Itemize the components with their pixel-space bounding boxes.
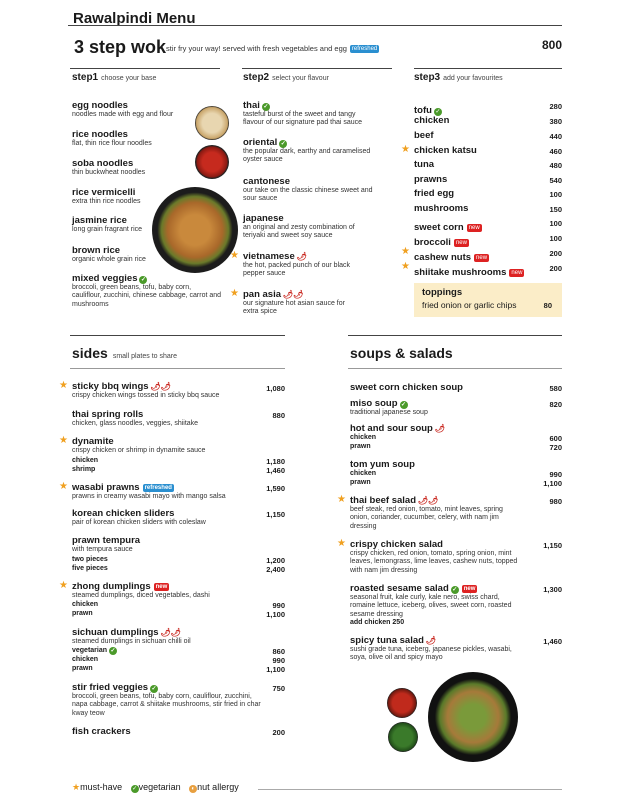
divider — [348, 368, 562, 369]
price: 200 — [272, 728, 285, 737]
must-have-star-icon: ★ — [337, 538, 346, 549]
price: 100 — [549, 190, 562, 199]
price: 880 — [272, 411, 285, 420]
soups-title: soups & salads — [350, 345, 453, 361]
new-badge: new — [463, 586, 476, 592]
must-have-star-icon: ★ — [230, 288, 239, 299]
legend-must-have: must-have — [80, 782, 123, 792]
legend — [72, 782, 239, 793]
price: 540 — [549, 176, 562, 185]
chili-icon: 🌶🌶 — [160, 628, 181, 637]
step3-header: step3 add your favourites — [414, 72, 503, 83]
divider — [70, 68, 220, 69]
chili-icon: 🌶 — [296, 252, 307, 261]
price: 580 — [549, 384, 562, 393]
price: 1,200 — [266, 556, 285, 565]
divider — [70, 368, 285, 369]
nut-allergy-icon: ◐ — [189, 785, 197, 793]
menu-item: wasabi prawns refreshed prawns in creamy wasabi mayo with mango salsa — [72, 482, 226, 500]
vegetarian-icon: ✓ — [280, 141, 286, 147]
menu-item: fish crackers — [72, 726, 131, 737]
vegetarian-icon: ✓ — [151, 686, 157, 692]
base-item: brown rice organic whole grain rice — [72, 245, 146, 263]
sides-title: sides small plates to share — [72, 345, 178, 361]
topping-item: fried egg — [414, 188, 455, 199]
chili-icon: 🌶 — [434, 424, 446, 433]
greens-bowl-image — [388, 722, 418, 752]
price: 1,460 — [266, 466, 285, 475]
new-badge: new — [155, 584, 168, 590]
step1-header: step1 choose your base — [72, 72, 157, 83]
flavour-item: oriental ✓ the popular dark, earthy and caramelised oyster sauce — [243, 137, 371, 164]
price: 2,400 — [266, 565, 285, 574]
topping-item: sweet corn new — [414, 222, 480, 233]
menu-item: korean chicken sliders pair of korean chicken sliders with coleslaw — [72, 508, 206, 526]
step2-header: step2 select your flavour — [243, 72, 329, 83]
add-on-label: add chicken 250 — [350, 619, 405, 627]
topping-item: shiitake mushrooms new — [414, 267, 523, 278]
base-item: mixed veggies ✓ broccoli, green beans, tofu, baby corn, cauliflour, zucchini, chinese cabbage, carrot and mushrooms — [72, 273, 222, 308]
option-label: prawn — [72, 610, 93, 617]
topping-item: prawns — [414, 174, 448, 185]
must-have-star-icon: ★ — [59, 481, 68, 492]
price: 1,100 — [266, 665, 285, 674]
wok-subtitle: stir fry your way! served with fresh vegetables and egg refreshed — [166, 44, 378, 53]
base-item: jasmine rice long grain fragrant rice — [72, 215, 143, 233]
base-item: rice vermicelli extra thin rice noodles — [72, 187, 141, 205]
option-label: vegetarian ✓ — [72, 647, 116, 654]
must-have-star-icon: ★ — [337, 494, 346, 505]
vegetarian-icon: ✓ — [452, 587, 458, 593]
price: 980 — [549, 497, 562, 506]
vegetarian-icon: ✓ — [401, 402, 407, 408]
flavour-item: cantonese our take on the classic chinese sweet and sour sauce — [243, 176, 373, 203]
must-have-star-icon: ★ — [401, 261, 410, 272]
topping-item: chicken — [414, 115, 450, 126]
refreshed-badge: refreshed — [144, 485, 172, 491]
price: 200 — [549, 264, 562, 273]
price: 100 — [549, 234, 562, 243]
noodle-bowl-image — [195, 106, 229, 140]
chili-icon: 🌶🌶 — [283, 290, 304, 299]
price: 380 — [549, 117, 562, 126]
must-have-star-icon: ★ — [72, 782, 81, 792]
price: 820 — [549, 400, 562, 409]
wok-dish-image — [152, 187, 238, 273]
must-have-star-icon: ★ — [401, 144, 410, 155]
chili-icon: 🌶🌶 — [150, 382, 171, 391]
vegetarian-icon: ✓ — [435, 109, 441, 115]
topping-item: chicken katsu — [414, 145, 477, 156]
new-badge: new — [468, 225, 480, 231]
price: 480 — [549, 161, 562, 170]
topping-item: cashew nuts new — [414, 252, 488, 263]
topping-item: mushrooms — [414, 203, 469, 214]
price: 1,080 — [266, 384, 285, 393]
menu-item: thai spring rolls chicken, glass noodles, veggies, shiitake — [72, 409, 199, 427]
vegetarian-icon: ✓ — [110, 648, 116, 654]
menu-item: sticky bbq wings 🌶🌶 crispy chicken wings tossed in sticky bbq sauce — [72, 381, 220, 399]
option-label: two pieces — [72, 556, 108, 563]
price: 1,460 — [543, 637, 562, 646]
new-badge: new — [511, 270, 523, 276]
toppings-box — [414, 283, 562, 317]
price: 1,590 — [266, 484, 285, 493]
option-label: chicken — [72, 457, 99, 464]
price: 860 — [272, 647, 285, 656]
menu-item: hot and sour soup 🌶 — [350, 423, 446, 434]
divider — [258, 789, 562, 790]
price: 150 — [549, 205, 562, 214]
menu-item: dynamite crispy chicken or shrimp in dynamite sauce — [72, 436, 206, 454]
base-item: soba noodles thin buckwheat noodles — [72, 158, 146, 176]
topping-item: broccoli new — [414, 237, 467, 248]
sauce-bowl-image — [195, 145, 229, 179]
price: 1,100 — [266, 610, 285, 619]
salad-dish-image — [428, 672, 518, 762]
legend-vegetarian: vegetarian — [138, 782, 181, 792]
topping-item: tofu ✓ — [414, 105, 441, 116]
option-label: five pieces — [72, 565, 108, 572]
price: 1,150 — [543, 541, 562, 550]
divider — [68, 25, 562, 26]
menu-item: crispy chicken salad crispy chicken, red onion, tomato, spring onion, mint leaves, lemongrass, lime leaves, cashew nuts, topped with nam jim dressing — [350, 539, 518, 574]
option-label: prawn — [72, 665, 93, 672]
menu-item: sichuan dumplings 🌶🌶 steamed dumplings in sichuan chilli oil — [72, 627, 191, 645]
page-title: Rawalpindi Menu — [73, 10, 196, 27]
option-label: chicken — [350, 434, 377, 441]
price: 200 — [549, 249, 562, 258]
chili-icon: 🌶 — [425, 636, 437, 645]
price: 100 — [549, 219, 562, 228]
base-item: egg noodles noodles made with egg and flour — [72, 100, 174, 118]
menu-item: roasted sesame salad ✓ new seasonal fruit, kale curly, kale nero, swiss chard, romaine lettuce, iceberg, olives, sweet corn, roasted sesame dressing add chicken 250 — [350, 583, 518, 626]
price: 460 — [549, 147, 562, 156]
menu-item: tom yum soup — [350, 459, 415, 470]
chili-bowl-image — [387, 688, 417, 718]
flavour-item: thai ✓ tasteful burst of the sweet and tangy flavour of our signature pad thai sauce — [243, 100, 363, 127]
menu-item: stir fried veggies ✓ broccoli, green beans, tofu, baby corn, cauliflour, zucchini, napa cabbage, carrot & shiitake mushrooms, stir fried in char kway teow — [72, 682, 261, 717]
wok-price: 800 — [541, 38, 562, 52]
option-label: chicken — [350, 470, 377, 477]
new-badge: new — [476, 255, 488, 261]
legend-nut-allergy: nut allergy — [197, 782, 239, 792]
refreshed-badge: refreshed — [351, 46, 378, 52]
price: 990 — [272, 601, 285, 610]
menu-item: miso soup ✓ traditional japanese soup — [350, 398, 428, 416]
price: 280 — [549, 102, 562, 111]
toppings-name: fried onion or garlic chips — [422, 300, 517, 310]
option-label: prawn — [350, 443, 371, 450]
toppings-title: toppings — [422, 287, 463, 298]
flavour-item: japanese an original and zesty combination of teriyaki and sweet soy sauce — [243, 213, 355, 240]
option-label: prawn — [350, 479, 371, 486]
menu-item: thai beef salad 🌶🌶 beef steak, red onion, tomato, mint leaves, spring onion, coriander, cucumber, celery, with nam jim dressing — [350, 495, 503, 530]
topping-item: beef — [414, 130, 434, 141]
menu-item: zhong dumplings new steamed dumplings, diced vegetables, dashi — [72, 581, 210, 599]
must-have-star-icon: ★ — [59, 380, 68, 391]
option-label: chicken — [72, 601, 99, 608]
base-item: rice noodles flat, thin rice flour noodles — [72, 129, 152, 147]
flavour-item: vietnamese 🌶 the hot, packed punch of our black pepper sauce — [243, 251, 351, 278]
price: 990 — [549, 470, 562, 479]
price: 990 — [272, 656, 285, 665]
price: 440 — [549, 132, 562, 141]
chili-icon: 🌶🌶 — [418, 496, 439, 505]
price: 1,180 — [266, 457, 285, 466]
must-have-star-icon: ★ — [59, 435, 68, 446]
option-label: shrimp — [72, 466, 96, 473]
menu-item: prawn tempura with tempura sauce — [72, 535, 141, 553]
must-have-star-icon: ★ — [401, 246, 410, 257]
divider — [348, 335, 562, 336]
menu-item: sweet corn chicken soup — [350, 382, 463, 393]
menu-item: spicy tuna salad 🌶 sushi grade tuna, iceberg, japanese pickles, wasabi, soya, olive oil and spicy mayo — [350, 635, 512, 662]
vegetarian-icon: ✓ — [140, 277, 146, 283]
wok-title: 3 step wok — [74, 37, 167, 57]
vegetarian-icon: ✓ — [263, 104, 269, 110]
option-label: chicken — [72, 656, 99, 663]
must-have-star-icon: ★ — [230, 250, 239, 261]
price: 1,300 — [543, 585, 562, 594]
divider — [70, 335, 285, 336]
must-have-star-icon: ★ — [59, 580, 68, 591]
price: 1,150 — [266, 510, 285, 519]
flavour-item: pan asia 🌶🌶 our signature hot asian sauce for extra spice — [243, 289, 345, 316]
divider — [242, 68, 392, 69]
vegetarian-icon: ✓ — [132, 786, 138, 792]
price: 80 — [543, 301, 552, 310]
topping-item: tuna — [414, 159, 435, 170]
price: 750 — [272, 684, 285, 693]
price: 1,100 — [543, 479, 562, 488]
price: 600 — [549, 434, 562, 443]
divider — [414, 68, 562, 69]
price: 720 — [549, 443, 562, 452]
new-badge: new — [455, 240, 467, 246]
